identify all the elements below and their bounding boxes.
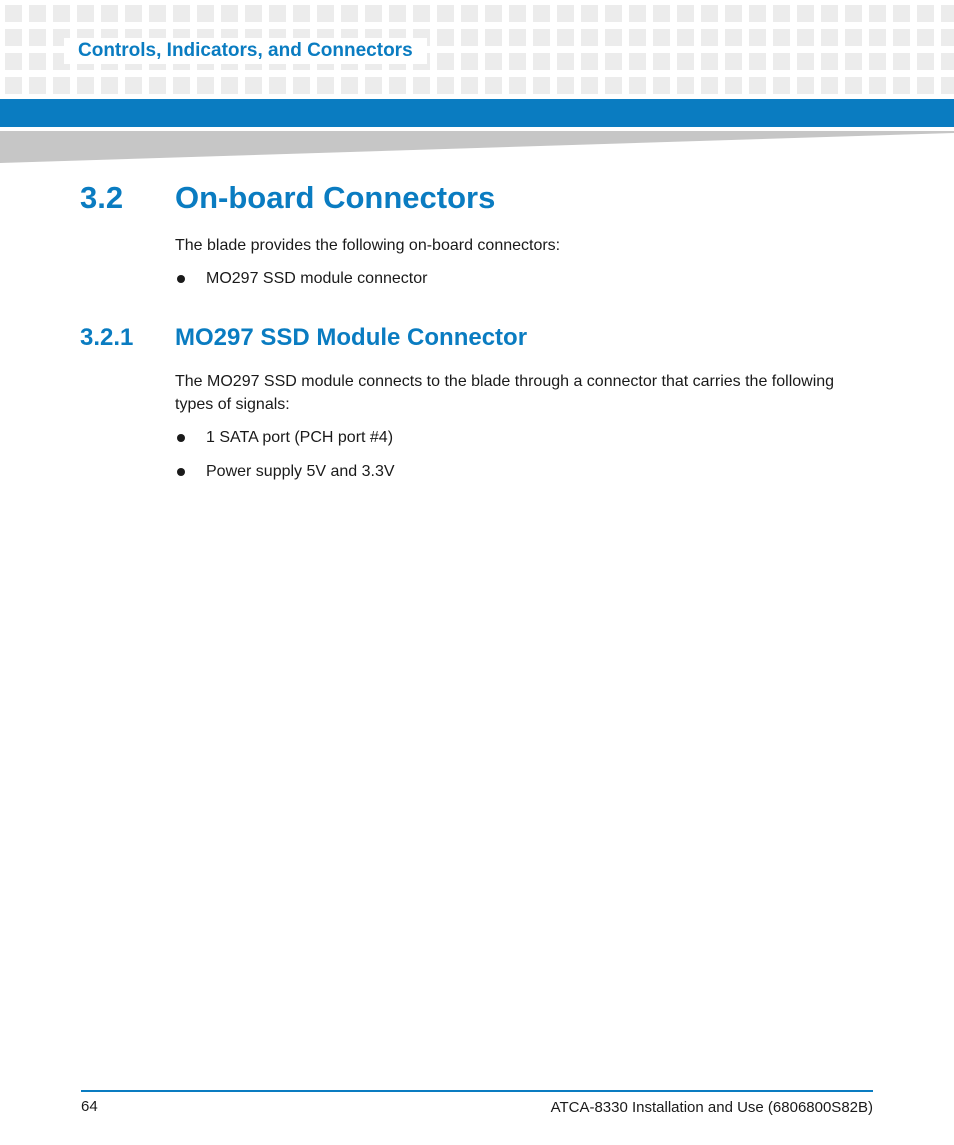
bullet-icon (177, 434, 185, 442)
header-tile (629, 5, 646, 22)
header-tile (677, 77, 694, 94)
footer-rule (81, 1090, 873, 1092)
header-tile (317, 77, 334, 94)
header-tile (221, 77, 238, 94)
header-tile (461, 77, 478, 94)
list-item-text: MO297 SSD module connector (206, 270, 428, 287)
header-tile (773, 5, 790, 22)
header-tile (749, 53, 766, 70)
header-tile (725, 29, 742, 46)
header-tile (773, 29, 790, 46)
header-tile (725, 77, 742, 94)
header-tile (581, 5, 598, 22)
header-tile (365, 5, 382, 22)
header-tile (29, 53, 46, 70)
header-tile (725, 53, 742, 70)
list-item-text: 1 SATA port (PCH port #4) (206, 429, 394, 446)
header-tile (245, 5, 262, 22)
header-tile (5, 29, 22, 46)
header-tile (221, 5, 238, 22)
header-tile (749, 29, 766, 46)
header-tile (29, 77, 46, 94)
header-tile (797, 77, 814, 94)
header-gray-wedge (0, 131, 954, 163)
header-tile (629, 77, 646, 94)
bullet-icon (177, 468, 185, 476)
header-tile (509, 5, 526, 22)
header-tile (197, 77, 214, 94)
section-intro: The blade provides the following on-board connectors: (175, 237, 561, 254)
header-tile (893, 53, 910, 70)
header-tile (149, 77, 166, 94)
header-tile (893, 77, 910, 94)
header-tile (5, 5, 22, 22)
header-tile (437, 5, 454, 22)
header-tile (869, 29, 886, 46)
header-tile (773, 77, 790, 94)
header-tile (821, 5, 838, 22)
header-tile (869, 53, 886, 70)
list-item-text: Power supply 5V and 3.3V (206, 463, 395, 480)
header-tile (821, 77, 838, 94)
subsection-intro: The MO297 SSD module connects to the blade through a connector that carries the following types of signals: (175, 373, 835, 413)
header-tile (797, 53, 814, 70)
header-tile (605, 29, 622, 46)
header-tile (941, 77, 954, 94)
header-tile (677, 53, 694, 70)
header-tile (485, 29, 502, 46)
header-tile (101, 77, 118, 94)
header-tile (557, 53, 574, 70)
header-tile (701, 77, 718, 94)
header-tile (605, 5, 622, 22)
header-tile (845, 77, 862, 94)
header-tile (629, 53, 646, 70)
header-tile (701, 53, 718, 70)
header-tile (653, 77, 670, 94)
header-tile (557, 29, 574, 46)
header-tile (797, 5, 814, 22)
header-tile (53, 5, 70, 22)
header-tile (341, 77, 358, 94)
header-tile (269, 77, 286, 94)
header-tile (437, 77, 454, 94)
header-tile (509, 53, 526, 70)
header-tile (605, 53, 622, 70)
header-tile (893, 29, 910, 46)
header-tile (653, 53, 670, 70)
header-tile (149, 5, 166, 22)
header-tile (509, 29, 526, 46)
header-blue-bar (0, 99, 954, 127)
header-tile (5, 77, 22, 94)
header-tile (341, 5, 358, 22)
header-tile (533, 77, 550, 94)
header-tile (605, 77, 622, 94)
header-tile (533, 5, 550, 22)
subsection-number: 3.2.1 (80, 324, 134, 351)
header-tile (461, 5, 478, 22)
header-tile (581, 77, 598, 94)
header-tile (941, 29, 954, 46)
header-tile (125, 5, 142, 22)
header-tile (893, 5, 910, 22)
header-tile (677, 29, 694, 46)
header-tile (413, 5, 430, 22)
header-tile (869, 5, 886, 22)
header-tile (821, 29, 838, 46)
bullet-icon (177, 275, 185, 283)
header-tile (197, 5, 214, 22)
header-tile (389, 77, 406, 94)
header-tile (461, 29, 478, 46)
header-tile (941, 53, 954, 70)
header-tile (173, 77, 190, 94)
header-tile (293, 5, 310, 22)
header-tile (749, 77, 766, 94)
header-tile (557, 77, 574, 94)
header-tile (533, 53, 550, 70)
header-tile (5, 53, 22, 70)
header-tile (869, 77, 886, 94)
header-tile (581, 29, 598, 46)
section-number: 3.2 (80, 180, 124, 215)
header-tile (413, 77, 430, 94)
header-tile (917, 29, 934, 46)
header-tile (917, 5, 934, 22)
header-tile (77, 77, 94, 94)
header-tile (725, 5, 742, 22)
header-tile (701, 29, 718, 46)
header-tile (533, 29, 550, 46)
header-tile (293, 77, 310, 94)
header-tile (101, 5, 118, 22)
header-tile (173, 5, 190, 22)
header-tile (77, 5, 94, 22)
header-tile (917, 77, 934, 94)
header-tile (269, 5, 286, 22)
document-title: ATCA-8330 Installation and Use (6806800S82B) (550, 1099, 873, 1116)
header-tile (749, 5, 766, 22)
header-tile (389, 5, 406, 22)
header-tile (485, 77, 502, 94)
header-tile (125, 77, 142, 94)
header-tile (941, 5, 954, 22)
header-tile (821, 53, 838, 70)
running-header-chapter-title: Controls, Indicators, and Connectors (64, 38, 427, 64)
header-tile (653, 5, 670, 22)
header-tile (701, 5, 718, 22)
header-tile (677, 5, 694, 22)
header-tile (845, 29, 862, 46)
header-tile (29, 29, 46, 46)
header-tile (437, 53, 454, 70)
header-tile (245, 77, 262, 94)
header-tile (317, 5, 334, 22)
header-tile (29, 5, 46, 22)
header-tile (485, 53, 502, 70)
header-tile (917, 53, 934, 70)
header-tile (773, 53, 790, 70)
header-tile (485, 5, 502, 22)
header-tile (557, 5, 574, 22)
header-tile (437, 29, 454, 46)
header-tile (653, 29, 670, 46)
header-tile (53, 77, 70, 94)
header-tile (365, 77, 382, 94)
header-tile (845, 53, 862, 70)
header-tile (797, 29, 814, 46)
page-number: 64 (81, 1098, 98, 1115)
header-tile (509, 77, 526, 94)
header-tile (845, 5, 862, 22)
header-tile (461, 53, 478, 70)
section-title: On-board Connectors (175, 180, 496, 215)
header-tile (581, 53, 598, 70)
header-tile (629, 29, 646, 46)
subsection-title: MO297 SSD Module Connector (175, 324, 528, 351)
